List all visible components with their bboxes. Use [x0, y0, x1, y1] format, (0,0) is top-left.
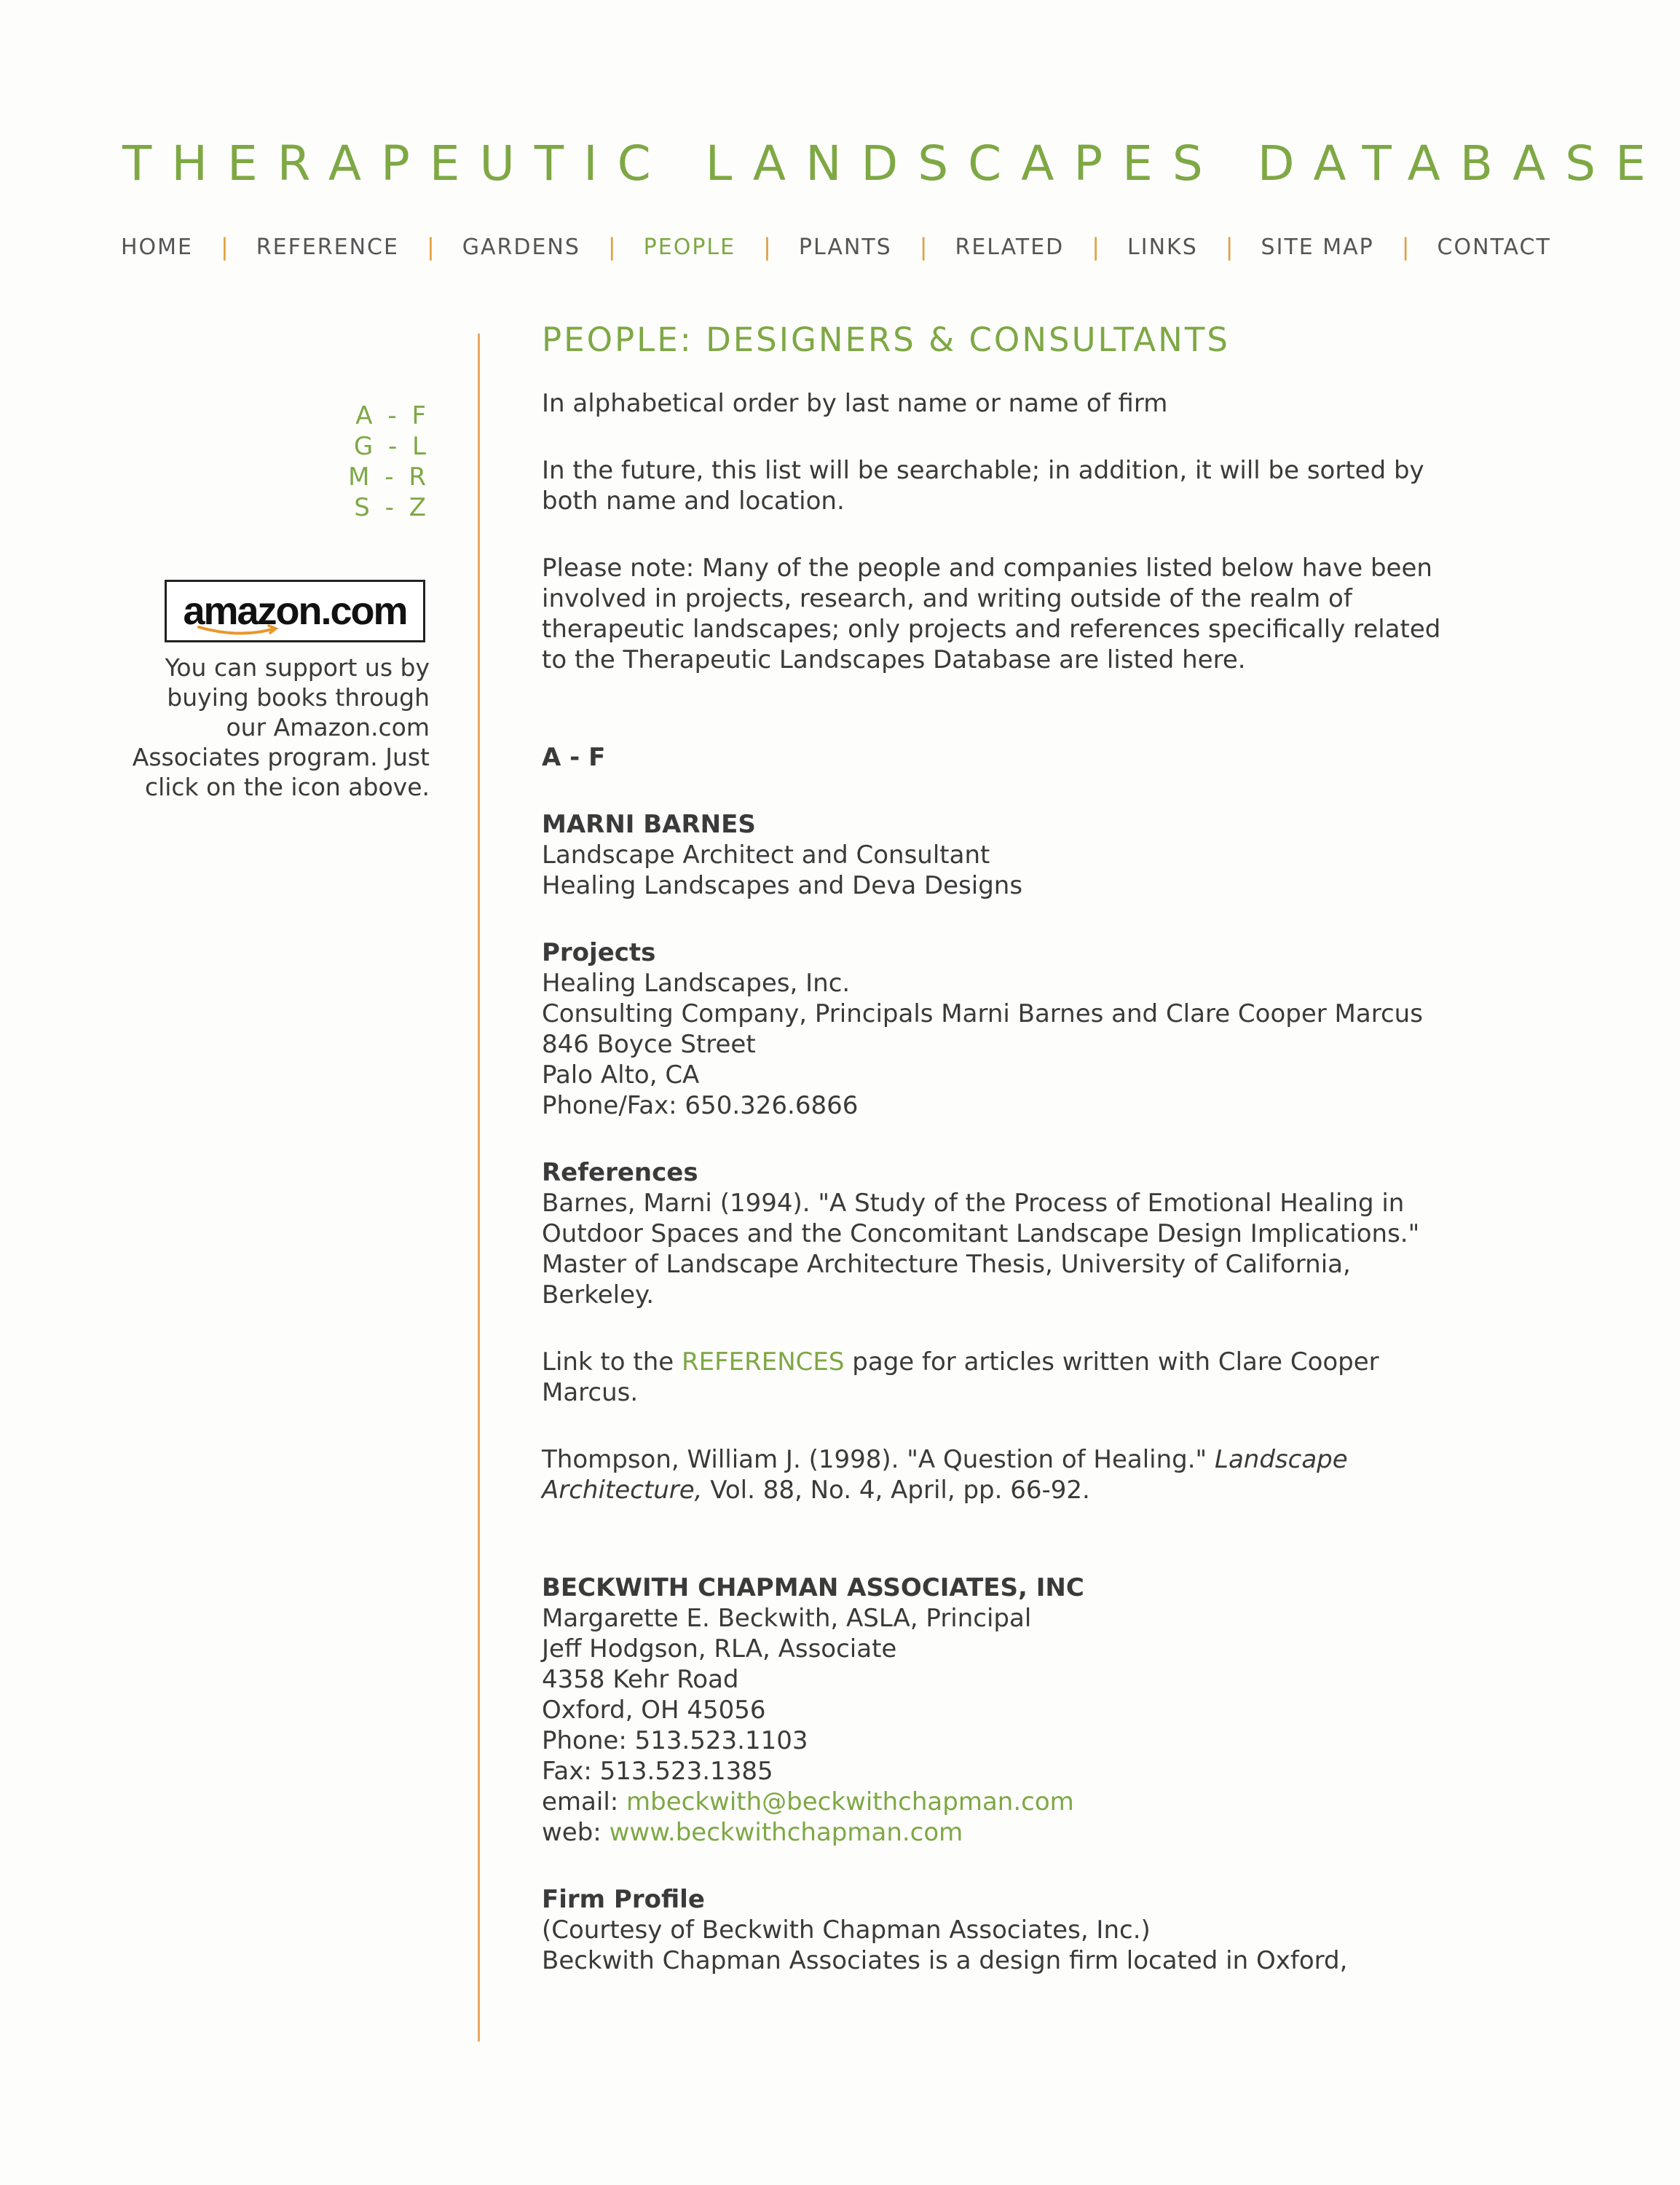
alpha-link-a-f[interactable]: A - F	[355, 401, 430, 430]
reference-text: Vol. 88, No. 4, April, pp. 66-92.	[702, 1476, 1090, 1505]
references-link[interactable]: REFERENCES	[681, 1347, 845, 1377]
nav-site-map[interactable]: SITE MAP	[1261, 234, 1374, 260]
nav-links[interactable]: LINKS	[1127, 234, 1198, 260]
reference-text: page for articles written with Clare Cooper Marcus.	[542, 1347, 1379, 1407]
entry-company: Healing Landscapes and Deva Designs	[542, 871, 1023, 900]
nav-separator: |	[1225, 233, 1234, 261]
entry-name: BECKWITH CHAPMAN ASSOCIATES, INC	[542, 1573, 1084, 1602]
nav-reference[interactable]: REFERENCE	[256, 234, 399, 260]
project-line: Palo Alto, CA	[542, 1060, 700, 1090]
section-heading-a-f: A - F	[542, 743, 606, 772]
contact-line: 4358 Kehr Road	[542, 1665, 739, 1694]
column-divider	[478, 334, 480, 2042]
nav-separator: |	[426, 233, 435, 261]
amazon-support-text: You can support us by buying books through our Amazon.com Associates program. Just click on the icon above.	[132, 653, 430, 801]
nav-separator: |	[919, 233, 928, 261]
amazon-logo-icon: amazon.com	[183, 589, 407, 633]
contact-line: Jeff Hodgson, RLA, Associate	[542, 1634, 897, 1664]
nav-separator: |	[607, 233, 616, 261]
nav-home[interactable]: HOME	[121, 234, 194, 260]
nav-people[interactable]: PEOPLE	[643, 234, 736, 260]
references-heading: References	[542, 1158, 698, 1187]
email-link[interactable]: mbeckwith@beckwithchapman.com	[626, 1787, 1074, 1816]
intro-text: In alphabetical order by last name or name of firm	[542, 389, 1168, 418]
main-content	[542, 320, 1445, 1976]
firm-profile-text: Beckwith Chapman Associates is a design firm located in Oxford,	[542, 1946, 1348, 1975]
nav-separator: |	[1401, 233, 1410, 261]
entry-role: Landscape Architect and Consultant	[542, 840, 990, 870]
main-nav	[121, 233, 1551, 261]
project-line: Consulting Company, Principals Marni Barnes and Clare Cooper Marcus	[542, 999, 1423, 1028]
site-title: THERAPEUTIC LANDSCAPES DATABASE	[122, 135, 1665, 192]
nav-contact[interactable]: CONTACT	[1437, 234, 1551, 260]
nav-separator: |	[221, 233, 229, 261]
reference-item: Barnes, Marni (1994). "A Study of the Process of Emotional Healing in Outdoor Spaces and the Concomitant Landscape Design Implications." Master of Landscape Architecture Thesis, University of California, Berkeley.	[542, 1189, 1420, 1310]
firm-profile-heading: Firm Profile	[542, 1885, 705, 1914]
contact-line: Oxford, OH 45056	[542, 1696, 766, 1725]
contact-line	[542, 1787, 1445, 1817]
alpha-link-g-l[interactable]: G - L	[353, 432, 430, 461]
alpha-link-m-r[interactable]: M - R	[348, 462, 430, 492]
reference-item	[542, 1347, 1445, 1408]
entry-name: MARNI BARNES	[542, 810, 756, 839]
amazon-logo-button[interactable]	[165, 580, 425, 642]
contact-line: Phone: 513.523.1103	[542, 1726, 808, 1755]
web-link[interactable]: www.beckwithchapman.com	[609, 1818, 963, 1847]
alpha-link-s-z[interactable]: S - Z	[354, 493, 430, 522]
intro-note: Please note: Many of the people and companies listed below have been involved in projects, research, and writing outside of the realm of therapeutic landscapes; only projects and references specifically related to the Therapeutic Landscapes Database are listed here.	[542, 554, 1441, 674]
nav-related[interactable]: RELATED	[955, 234, 1065, 260]
nav-gardens[interactable]: GARDENS	[462, 234, 580, 260]
reference-text: Thompson, William J. (1998). "A Question of Healing."	[542, 1445, 1215, 1474]
amazon-smile-icon	[196, 624, 283, 637]
nav-plants[interactable]: PLANTS	[798, 234, 892, 260]
project-line: 846 Boyce Street	[542, 1030, 756, 1059]
contact-line: Margarette E. Beckwith, ASLA, Principal	[542, 1604, 1032, 1633]
contact-line	[542, 1817, 1445, 1848]
nav-separator: |	[1092, 233, 1100, 261]
firm-profile-courtesy: (Courtesy of Beckwith Chapman Associates, Inc.)	[542, 1916, 1151, 1945]
reference-journal: Landscape Architecture,	[542, 1445, 1348, 1505]
email-label: email:	[542, 1787, 627, 1816]
project-line: Phone/Fax: 650.326.6866	[542, 1091, 859, 1120]
intro-text: In the future, this list will be searchable; in addition, it will be sorted by both name and location.	[542, 456, 1424, 516]
reference-text: Link to the	[542, 1347, 682, 1377]
page-title: PEOPLE: DESIGNERS & CONSULTANTS	[542, 320, 1230, 359]
project-line: Healing Landscapes, Inc.	[542, 969, 851, 998]
alpha-index	[320, 401, 430, 523]
nav-separator: |	[763, 233, 771, 261]
contact-line: Fax: 513.523.1385	[542, 1757, 773, 1786]
projects-heading: Projects	[542, 938, 656, 967]
web-label: web:	[542, 1818, 610, 1847]
reference-item	[542, 1444, 1445, 1505]
